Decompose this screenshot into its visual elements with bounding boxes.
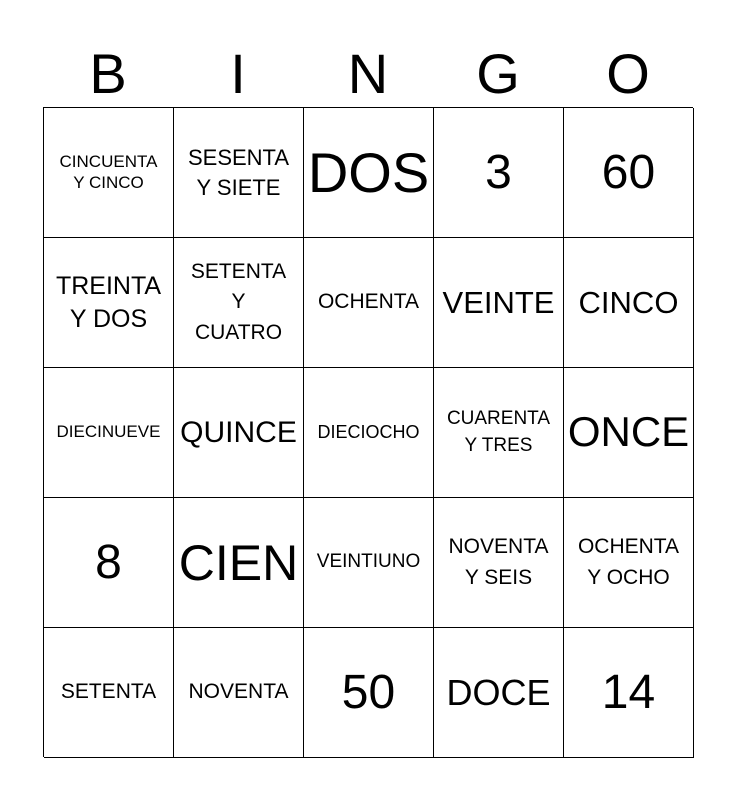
bingo-cell[interactable]: CIEN bbox=[174, 498, 304, 628]
bingo-cell[interactable]: SETENTA bbox=[44, 628, 174, 758]
bingo-header bbox=[43, 40, 693, 108]
bingo-card-grid bbox=[43, 107, 693, 757]
bingo-cell[interactable]: DIECIOCHO bbox=[304, 368, 434, 498]
header-letter-g: G bbox=[476, 42, 520, 105]
bingo-cell[interactable]: VEINTIUNO bbox=[304, 498, 434, 628]
bingo-cell[interactable]: NOVENTA bbox=[174, 628, 304, 758]
bingo-cell[interactable]: DOCE bbox=[434, 628, 564, 758]
bingo-cell[interactable]: OCHENTA bbox=[304, 238, 434, 368]
bingo-cell[interactable]: DIECINUEVE bbox=[44, 368, 174, 498]
bingo-cell[interactable]: 60 bbox=[564, 108, 694, 238]
bingo-cell[interactable]: CUARENTA Y TRES bbox=[434, 368, 564, 498]
bingo-cell[interactable]: CINCO bbox=[564, 238, 694, 368]
bingo-cell[interactable]: NOVENTA Y SEIS bbox=[434, 498, 564, 628]
header-letter-b: B bbox=[89, 42, 127, 105]
bingo-cell[interactable]: 8 bbox=[44, 498, 174, 628]
bingo-cell[interactable]: QUINCE bbox=[174, 368, 304, 498]
header-letter-i: I bbox=[230, 42, 246, 105]
bingo-cell[interactable]: CINCUENTA Y CINCO bbox=[44, 108, 174, 238]
bingo-cell[interactable]: TREINTA Y DOS bbox=[44, 238, 174, 368]
bingo-cell[interactable]: 14 bbox=[564, 628, 694, 758]
bingo-cell[interactable]: SETENTA Y CUATRO bbox=[174, 238, 304, 368]
bingo-cell[interactable]: DOS bbox=[304, 108, 434, 238]
bingo-cell[interactable]: VEINTE bbox=[434, 238, 564, 368]
header-letter-n: N bbox=[347, 42, 389, 105]
bingo-cell[interactable]: 3 bbox=[434, 108, 564, 238]
bingo-cell[interactable]: OCHENTA Y OCHO bbox=[564, 498, 694, 628]
bingo-cell[interactable]: 50 bbox=[304, 628, 434, 758]
bingo-cell[interactable]: SESENTA Y SIETE bbox=[174, 108, 304, 238]
header-letter-o: O bbox=[606, 42, 650, 105]
bingo-cell[interactable]: ONCE bbox=[564, 368, 694, 498]
